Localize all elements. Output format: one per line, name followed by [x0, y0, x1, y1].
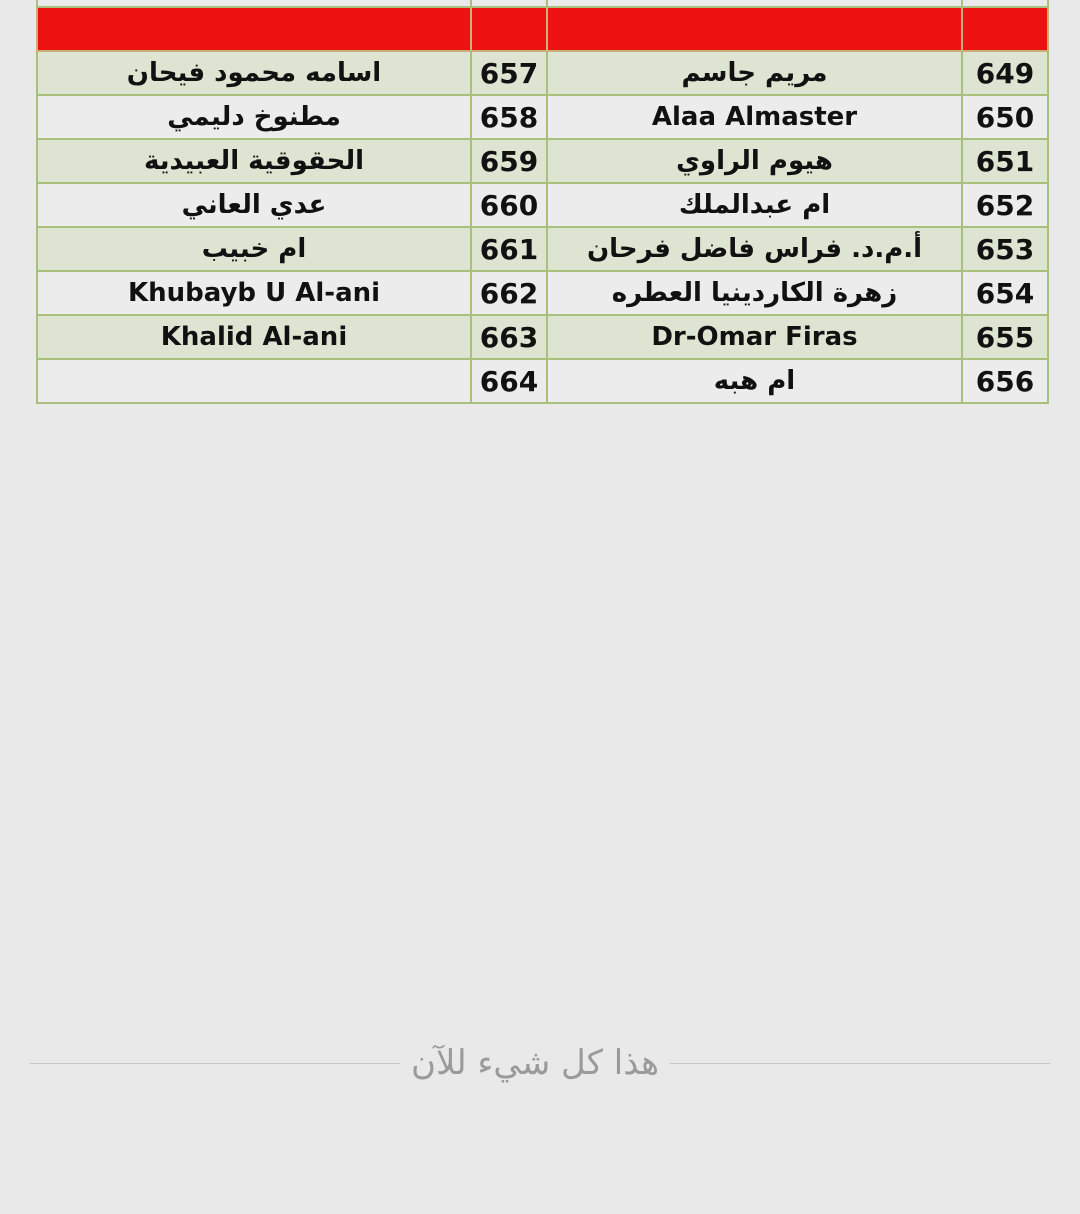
table-row	[37, 227, 1048, 271]
number-left-cell: 652	[962, 183, 1048, 227]
name-right-cell: مطنوخ دليمي	[37, 95, 471, 139]
name-left-cell: مريم جاسم	[547, 51, 962, 95]
table-cell	[471, 0, 547, 7]
number-right-cell: 662	[471, 271, 547, 315]
footer-divider-right	[670, 1063, 1050, 1064]
name-right-cell: الحقوقية العبيدية	[37, 139, 471, 183]
number-left-cell: 654	[962, 271, 1048, 315]
name-right-cell: عدي العاني	[37, 183, 471, 227]
footer-divider-left	[30, 1063, 400, 1064]
name-right-cell: Khubayb U Al-ani	[37, 271, 471, 315]
number-right-cell: 663	[471, 315, 547, 359]
name-right-cell: ام خبيب	[37, 227, 471, 271]
table-row	[37, 271, 1048, 315]
end-of-list-footer	[30, 1040, 1050, 1088]
name-left-cell: أ.م.د. فراس فاضل فرحان	[547, 227, 962, 271]
number-right-cell: 657	[471, 51, 547, 95]
name-right-cell: اسامه محمود فيحان	[37, 51, 471, 95]
name-left-cell: هيوم الراوي	[547, 139, 962, 183]
number-right-cell: 658	[471, 95, 547, 139]
name-right-cell	[37, 359, 471, 403]
number-left-cell: 655	[962, 315, 1048, 359]
number-right-cell: 659	[471, 139, 547, 183]
table-header-band	[37, 7, 1048, 51]
number-left-cell: 651	[962, 139, 1048, 183]
number-left-cell: 649	[962, 51, 1048, 95]
table-row	[37, 51, 1048, 95]
table-top-row	[37, 0, 1048, 7]
table-row	[37, 95, 1048, 139]
table-cell	[547, 7, 962, 51]
table-cell	[471, 7, 547, 51]
name-left-cell: زهرة الكاردينيا العطره	[547, 271, 962, 315]
table-cell	[962, 7, 1048, 51]
number-right-cell: 660	[471, 183, 547, 227]
table-cell	[962, 0, 1048, 7]
table-row	[37, 139, 1048, 183]
number-left-cell: 650	[962, 95, 1048, 139]
end-of-list-text: هذا كل شيء للآن	[410, 1043, 659, 1083]
number-right-cell: 661	[471, 227, 547, 271]
name-right-cell: Khalid Al-ani	[37, 315, 471, 359]
table-cell	[37, 7, 471, 51]
table-row	[37, 183, 1048, 227]
number-right-cell: 664	[471, 359, 547, 403]
table-cell	[547, 0, 962, 7]
table-row	[37, 359, 1048, 403]
name-left-cell: ام عبدالملك	[547, 183, 962, 227]
number-left-cell: 653	[962, 227, 1048, 271]
name-left-cell: ام هبه	[547, 359, 962, 403]
name-left-cell: Alaa Almaster	[547, 95, 962, 139]
table-row	[37, 315, 1048, 359]
number-left-cell: 656	[962, 359, 1048, 403]
names-table	[36, 0, 1049, 404]
name-left-cell: Dr-Omar Firas	[547, 315, 962, 359]
table-cell	[37, 0, 471, 7]
